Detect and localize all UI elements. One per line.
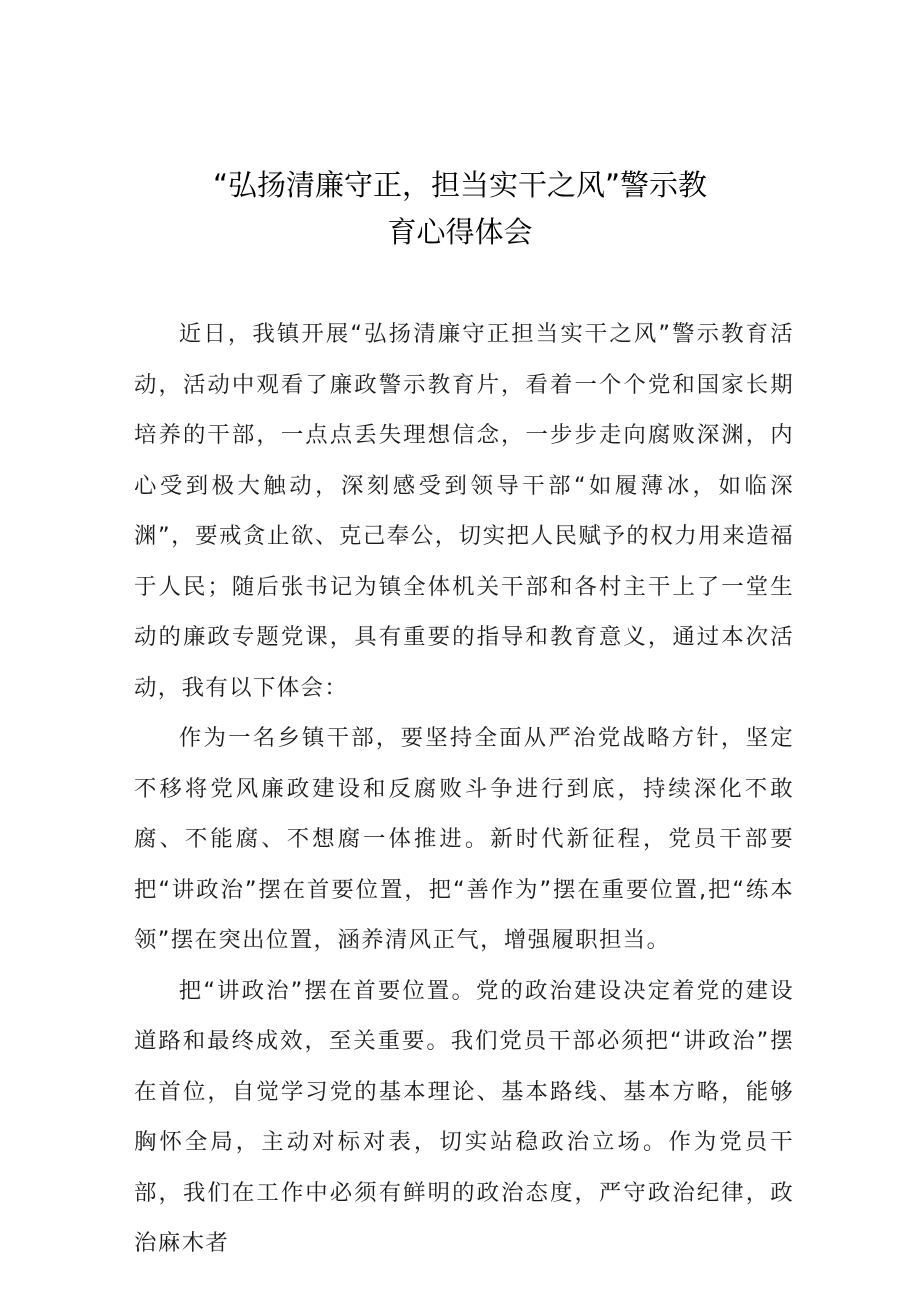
- paragraph-cadre-duty: 作为一名乡镇干部，要坚持全面从严治党战略方针，坚定不移将党风廉政建设和反腐败斗争进行到底，持续深化不敢腐、不能腐、不想腐一体推进。新时代新征程，党员干部要把“讲政治”摆在首要位置，把“善作为”摆在重要位置,把“练本领”摆在突出位置，涵养清风正气，增强履职担当。: [134, 725, 794, 953]
- paragraph-politics-first: 把“讲政治”摆在首要位置。党的政治建设决定着党的建设道路和最终成效，至关重要。我们党员干部必须把“讲政治”摆在首位，自觉学习党的基本理论、基本路线、基本方略，能够胸怀全局，主动对标对表，切实站稳政治立场。作为党员干部，我们在工作中必须有鲜明的政治态度，严守政治纪律，政治麻木者: [134, 977, 794, 1256]
- document-body: [134, 309, 794, 1269]
- paragraph-intro: 近日，我镇开展“弘扬清廉守正担当实干之风”警示教育活动，活动中观看了廉政警示教育片，看着一个个党和国家长期培养的干部，一点点丢失理想信念，一步步走向腐败深渊，内心受到极大触动，深刻感受到领导干部“如履薄冰，如临深渊”，要戒贪止欲、克己奉公，切实把人民赋予的权力用来造福于人民；随后张书记为镇全体机关干部和各村主干上了一堂生动的廉政专题党课，具有重要的指导和教育意义，通过本次活动，我有以下体会：: [134, 321, 794, 701]
- document-title: [150, 162, 770, 256]
- title-line-2: 育心得体会: [387, 215, 533, 249]
- title-line-1: “弘扬清廉守正，担当实干之风”警示教: [212, 168, 708, 202]
